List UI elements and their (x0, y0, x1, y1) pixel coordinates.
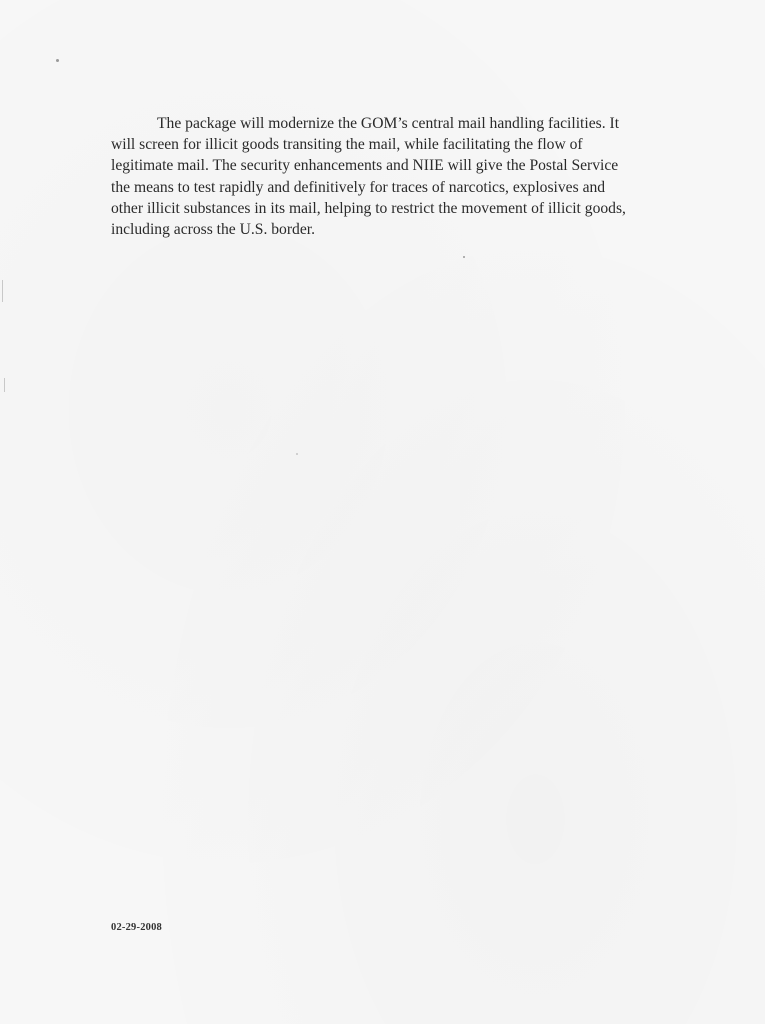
scan-edge-mark (4, 378, 5, 392)
body-paragraph (111, 113, 696, 240)
paragraph-line: the means to test rapidly and definitively for traces of narcotics, explosives and (111, 178, 606, 196)
paragraph-line: The package will modernize the GOM’s central mail handling facilities. It (157, 115, 620, 132)
paragraph-line: legitimate mail. The security enhancements and NIIE will give the Postal Service (111, 157, 619, 175)
scan-speck (463, 256, 465, 258)
footer-date: 02-29-2008 (111, 922, 162, 933)
paragraph-line: will screen for illicit goods transiting the mail, while facilitating the flow of (111, 136, 583, 154)
paragraph-line: including across the U.S. border. (111, 221, 315, 239)
scan-edge-mark (2, 280, 3, 302)
scan-speck (296, 453, 298, 455)
scan-speck (56, 59, 59, 62)
paragraph-line: other illicit substances in its mail, helping to restrict the movement of illicit goods, (111, 199, 626, 217)
